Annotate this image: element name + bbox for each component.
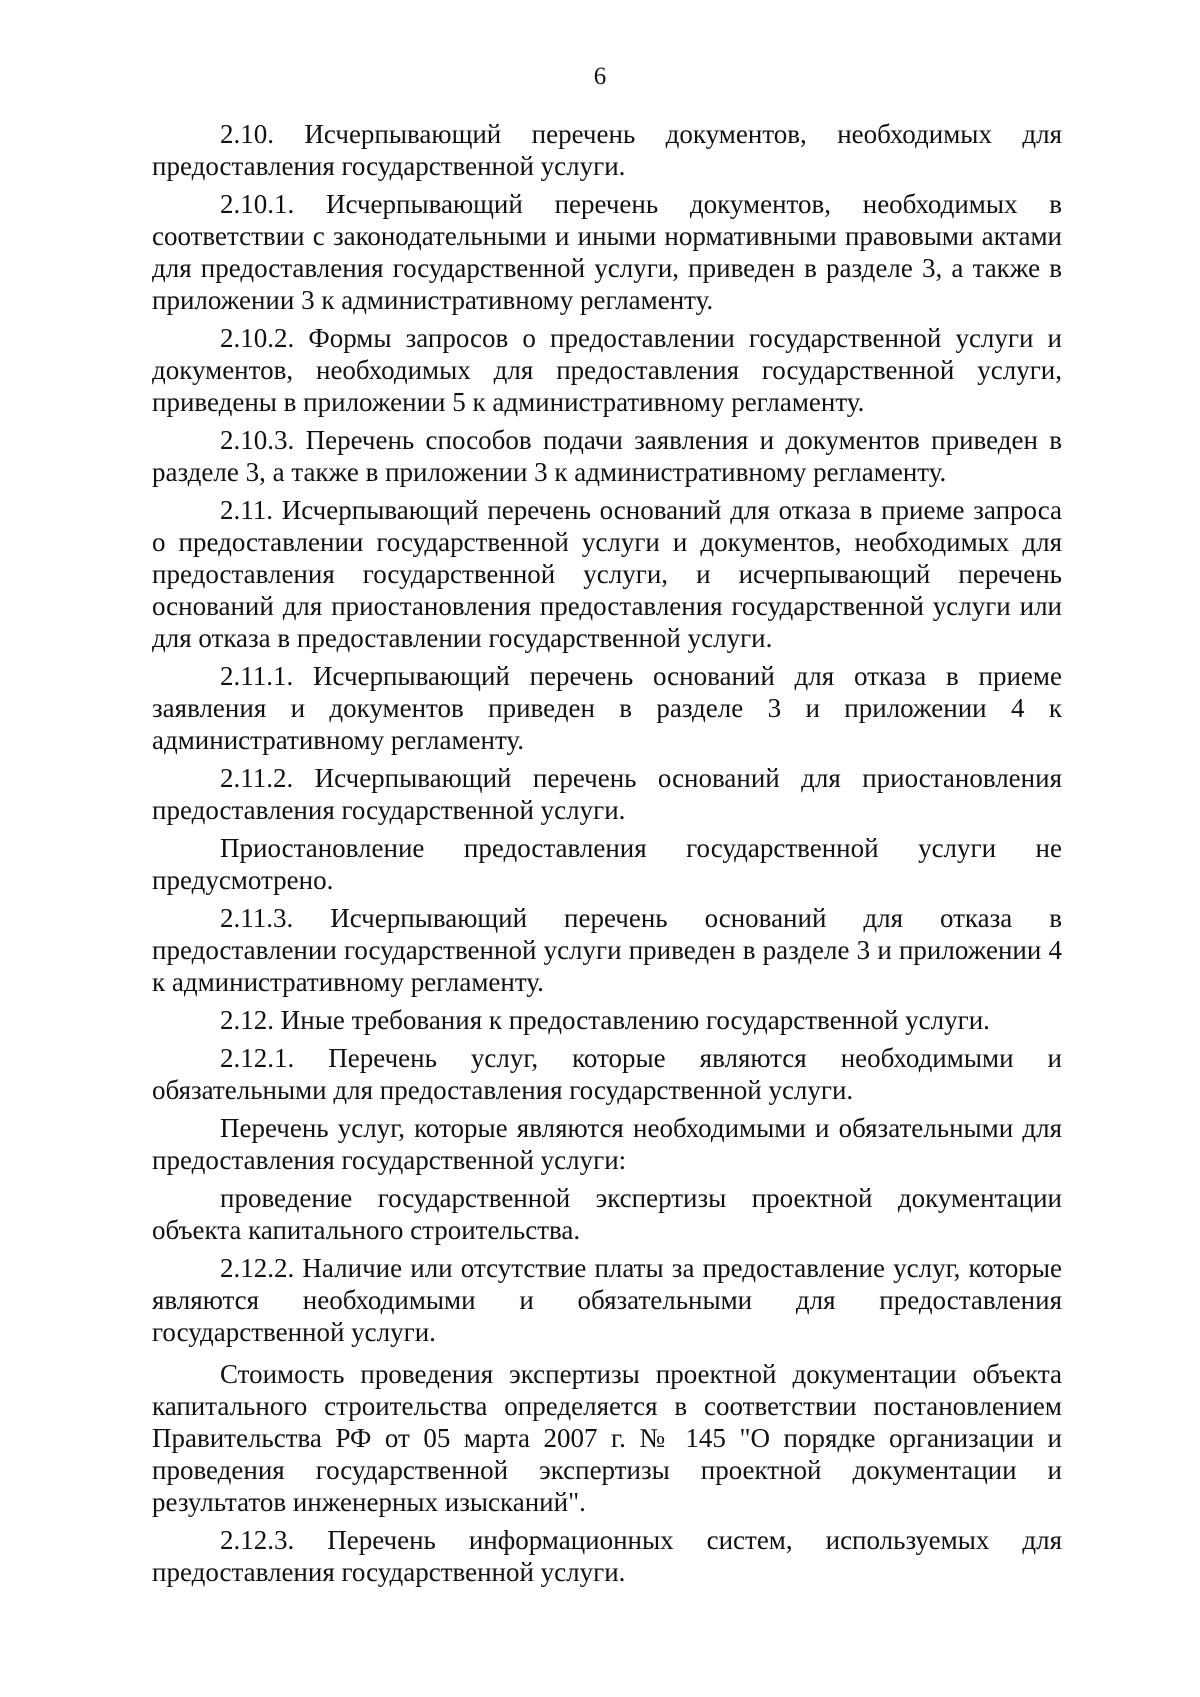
page-number: 6 — [593, 63, 607, 90]
paragraph-2-10-2: 2.10.2. Формы запросов о предоставлении государственной услуги и документов, необходимых для предоставления государственной услуги, приведены в приложении 5 к административному регламенту. — [152, 323, 1062, 417]
paragraph-2-10-1: 2.10.1. Исчерпывающий перечень документов, необходимых в соответствии с законодательными и иными нормативными правовыми актами для предоставления государственной услуги, приведен в разделе 3, а также в приложении 3 к административному регламенту. — [152, 189, 1062, 315]
paragraph-2-11-3: 2.11.3. Исчерпывающий перечень оснований для отказа в предоставлении государственной услуги приведен в разделе 3 и приложении 4 к административному регламенту. — [152, 903, 1062, 997]
paragraph-2-12-1: 2.12.1. Перечень услуг, которые являются необходимыми и обязательными для предоставления государственной услуги. — [152, 1043, 1062, 1105]
paragraph-2-12-3: 2.12.3. Перечень информационных систем, используемых для предоставления государственной услуги. — [152, 1525, 1062, 1587]
paragraph-2-11: 2.11. Исчерпывающий перечень оснований для отказа в приеме запроса о предоставлении государственной услуги и документов, необходимых для предоставления государственной услуги, и исчерпывающий перечень оснований для приостановления предоставления государственной услуги или для отказа в предоставлении государственной услуги. — [152, 495, 1062, 653]
paragraph-services-list-intro: Перечень услуг, которые являются необходимыми и обязательными для предоставления государственной услуги: — [152, 1113, 1062, 1175]
paragraph-2-11-1: 2.11.1. Исчерпывающий перечень оснований для отказа в приеме заявления и документов приведен в разделе 3 и приложении 4 к административному регламенту. — [152, 661, 1062, 755]
paragraph-2-12: 2.12. Иные требования к предоставлению государственной услуги. — [220, 1005, 990, 1035]
paragraph-2-10-3: 2.10.3. Перечень способов подачи заявления и документов приведен в разделе 3, а также в приложении 3 к административному регламенту. — [152, 425, 1062, 487]
paragraph-2-10: 2.10. Исчерпывающий перечень документов, необходимых для предоставления государственной услуги. — [152, 119, 1062, 181]
paragraph-suspension-note: Приостановление предоставления государственной услуги не предусмотрено. — [152, 833, 1062, 895]
document-body — [152, 118, 1062, 1588]
paragraph-2-12-2: 2.12.2. Наличие или отсутствие платы за предоставление услуг, которые являются необходимыми и обязательными для предоставления государственной услуги. — [152, 1253, 1062, 1347]
paragraph-services-list-item: проведение государственной экспертизы проектной документации объекта капитального строительства. — [152, 1183, 1062, 1245]
paragraph-cost: Стоимость проведения экспертизы проектной документации объекта капитального строительства определяется в соответствии постановлением Правительства РФ от 05 марта 2007 г. № 145 "О порядке организации и проведения государственной экспертизы проектной документации и результатов инженерных изысканий". — [152, 1359, 1062, 1517]
paragraph-2-11-2: 2.11.2. Исчерпывающий перечень оснований для приостановления предоставления государственной услуги. — [152, 763, 1062, 825]
